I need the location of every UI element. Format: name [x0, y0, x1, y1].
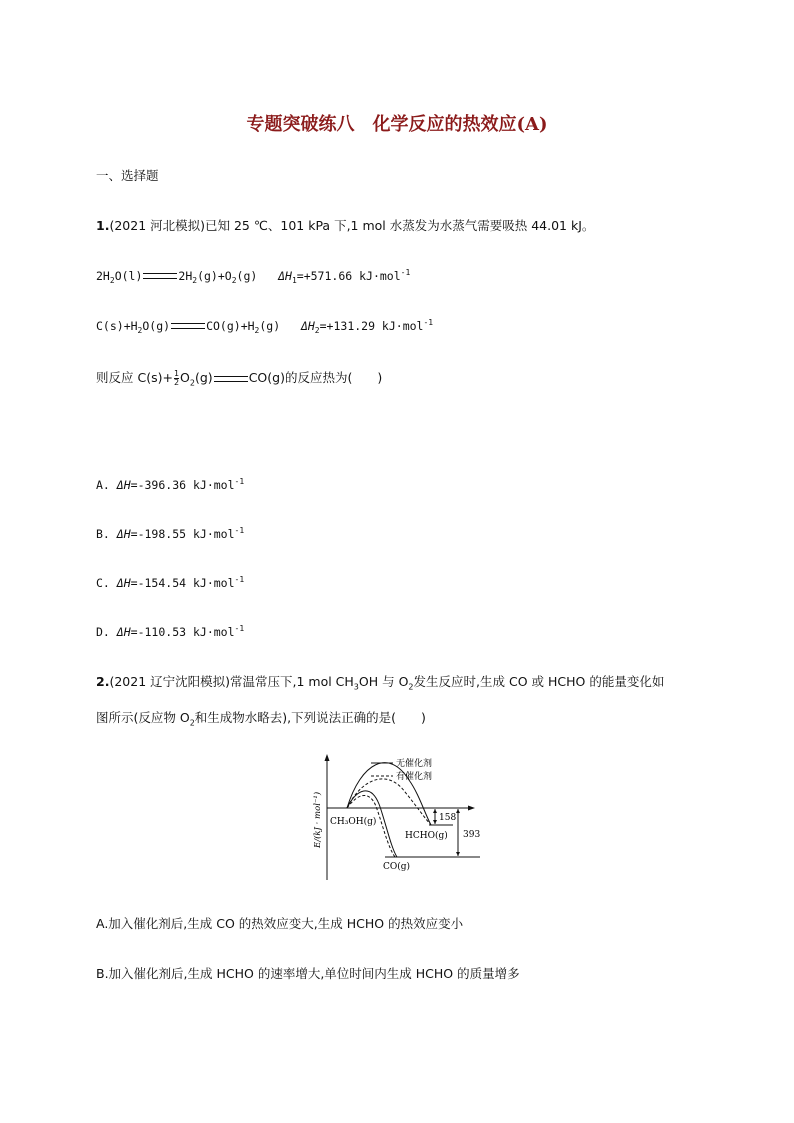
- ask-sub: 2: [189, 378, 195, 388]
- unit-exponent: -1: [234, 575, 245, 584]
- question-1-number: 1.: [96, 218, 110, 233]
- option-d[interactable]: [96, 624, 244, 639]
- label-ch3oh: CH₃OH(g): [330, 817, 377, 827]
- bracket-158-arrow-down: [433, 820, 437, 824]
- q2-text-a: (2021 辽宁沈阳模拟)常温常压下,1 mol CH: [109, 674, 354, 689]
- q2-sub: 3: [353, 682, 359, 692]
- q2-sub: 2: [189, 718, 195, 728]
- eq2-water: O(g): [142, 318, 171, 333]
- q2-option-b[interactable]: B.加入催化剂后,生成 HCHO 的速率增大,单位时间内生成 HCHO 的质量增多: [96, 966, 520, 981]
- label-co: CO(g): [383, 862, 411, 872]
- unit-exponent: -1: [234, 624, 245, 633]
- bracket-393-arrow-down: [456, 852, 460, 856]
- eq2-sub: 2: [254, 326, 260, 336]
- reactant-level-arrow: [468, 806, 475, 811]
- q2-text-d: 图所示(反应物 O: [96, 710, 190, 725]
- option-value: =-198.55 kJ·mol: [130, 526, 235, 541]
- equals-arrow: [171, 323, 205, 329]
- eq1-sub: 2: [192, 276, 198, 286]
- y-axis-label: E/(kJ · mol⁻¹): [313, 791, 323, 848]
- question-1-stem: [96, 218, 594, 234]
- fraction-one-half: [174, 370, 179, 387]
- option-delta-h: ΔH: [116, 477, 131, 492]
- option-label: C.: [96, 575, 110, 590]
- equals-arrow: [143, 273, 177, 279]
- q2-text-e: 和生成物水略去),下列说法正确的是( ): [194, 710, 426, 725]
- eq1-h2: 2H: [178, 268, 193, 283]
- value-393: 393: [463, 830, 481, 840]
- eq2-left: C(s)+H: [96, 318, 138, 333]
- equation-1: [96, 268, 410, 285]
- eq1-sub: 2: [109, 276, 115, 286]
- q2-text-c: 发生反应时,生成 CO 或 HCHO 的能量变化如: [413, 674, 665, 689]
- section-heading: 一、选择题: [96, 168, 159, 183]
- delta-h-1: ΔH: [278, 268, 292, 283]
- bracket-158-arrow-up: [433, 809, 437, 813]
- option-delta-h: ΔH: [116, 526, 131, 541]
- page-title: 专题突破练八 化学反应的热效应(A): [246, 114, 548, 135]
- eq1-gas: (g): [236, 268, 258, 283]
- unit-exponent: -1: [234, 526, 245, 535]
- label-hcho: HCHO(g): [405, 831, 448, 841]
- equals-arrow: [214, 376, 248, 382]
- equation-2: [96, 318, 433, 335]
- option-value: =-110.53 kJ·mol: [130, 624, 235, 639]
- eq2-right: CO(g)+H: [206, 318, 255, 333]
- eq2-sub: 2: [137, 326, 143, 336]
- option-a[interactable]: [96, 477, 244, 492]
- delta-h-2: ΔH: [300, 318, 315, 333]
- q2-sub: 2: [408, 682, 414, 692]
- option-value: =-396.36 kJ·mol: [130, 477, 235, 492]
- delta-h-sub: 1: [291, 276, 297, 286]
- option-label: A.: [96, 477, 110, 492]
- y-axis-arrow: [325, 754, 330, 761]
- value-158: 158: [439, 813, 457, 823]
- question-2-number: 2.: [96, 674, 110, 689]
- unit-exponent: -1: [423, 318, 434, 327]
- option-value: =-154.54 kJ·mol: [130, 575, 235, 590]
- question-1-ask: [96, 370, 382, 392]
- delta-h-2-value: =+131.29 kJ·mol: [319, 318, 424, 333]
- legend-solid-label: 无催化剂: [396, 759, 433, 769]
- question-2-line-2: [96, 710, 426, 732]
- option-c[interactable]: [96, 575, 244, 590]
- eq1-water: O(l): [114, 268, 143, 283]
- unit-exponent: -1: [400, 268, 411, 277]
- fraction-denominator: 2: [173, 378, 180, 387]
- option-delta-h: ΔH: [116, 624, 131, 639]
- ask-o: O: [180, 370, 190, 385]
- delta-h-sub: 2: [314, 326, 320, 336]
- q2-option-a[interactable]: A.加入催化剂后,生成 CO 的热效应变大,生成 HCHO 的热效应变小: [96, 916, 464, 931]
- unit-exponent: -1: [234, 477, 245, 486]
- legend-dashed-label: 有催化剂: [396, 772, 433, 782]
- option-label: B.: [96, 526, 110, 541]
- q2-text-b: OH 与 O: [358, 674, 409, 689]
- eq1-sub: 2: [231, 276, 237, 286]
- energy-diagram: [305, 752, 490, 884]
- option-delta-h: ΔH: [116, 575, 131, 590]
- eq1-o2: (g)+O: [197, 268, 232, 283]
- ask-gas: (g): [194, 370, 213, 385]
- fraction-numerator: 1: [173, 369, 180, 378]
- eq2-gas: (g): [259, 318, 281, 333]
- option-label: D.: [96, 624, 110, 639]
- option-b[interactable]: [96, 526, 244, 541]
- ask-end: CO(g)的反应热为( ): [248, 370, 383, 385]
- ask-text: 则反应 C(s)+: [96, 370, 173, 385]
- delta-h-1-value: =+571.66 kJ·mol: [296, 268, 401, 283]
- question-2-line-1: [96, 674, 664, 696]
- eq1-h: 2H: [96, 268, 110, 283]
- bracket-393-arrow-up: [456, 809, 460, 813]
- question-1-text: (2021 河北模拟)已知 25 ℃、101 kPa 下,1 mol 水蒸发为水蒸气需要吸热 44.01 kJ。: [109, 218, 595, 233]
